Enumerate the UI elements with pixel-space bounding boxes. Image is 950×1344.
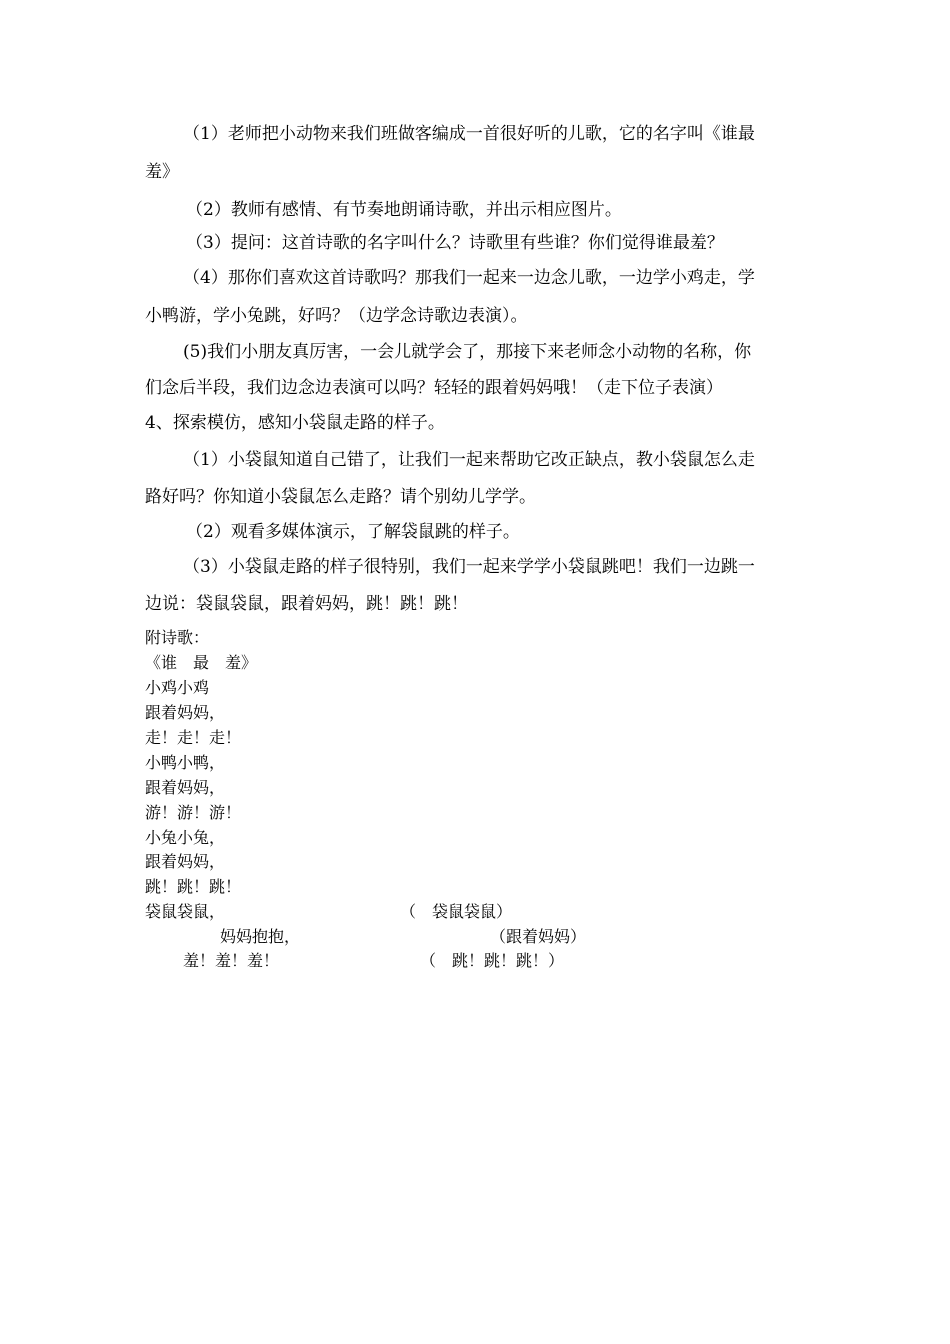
- paragraph-line: 羞》: [145, 162, 179, 182]
- paragraph-line: (5)我们小朋友真厉害，一会儿就学会了，那接下来老师念小动物的名称，你: [183, 342, 752, 362]
- poem-final-left: 妈妈抱抱，: [220, 927, 301, 946]
- paragraph-line: 小鸭游，学小兔跳，好吗？（边学念诗歌边表演）。: [145, 306, 528, 326]
- paragraph-line: （3）提问：这首诗歌的名字叫什么？诗歌里有些谁？你们觉得谁最羞？: [186, 233, 724, 253]
- poem-line: 小鸡小鸡: [145, 678, 210, 697]
- poem-line: 跳！跳！跳！: [145, 877, 242, 896]
- paragraph-line: （4）那你们喜欢这首诗歌吗？那我们一起来一边念儿歌，一边学小鸡走，学: [183, 268, 755, 288]
- poem-line: 小兔小兔，: [145, 828, 226, 847]
- poem-line: 小鸭小鸭，: [145, 753, 226, 772]
- poem-line: 跟着妈妈，: [145, 852, 226, 871]
- paragraph-line: （2）观看多媒体演示，了解袋鼠跳的样子。: [186, 522, 520, 542]
- paragraph-line: 路好吗？你知道小袋鼠怎么走路？请个别幼儿学学。: [145, 487, 536, 507]
- poem-final-left: 袋鼠袋鼠，: [145, 902, 226, 921]
- poem-final-right: （跟着妈妈）: [490, 927, 587, 946]
- paragraph-line: 边说：袋鼠袋鼠，跟着妈妈，跳！跳！跳！: [145, 594, 468, 614]
- paragraph-line: （1）小袋鼠知道自己错了，让我们一起来帮助它改正缺点，教小袋鼠怎么走: [183, 450, 755, 470]
- paragraph-line: （2）教师有感情、有节奏地朗诵诗歌，并出示相应图片。: [186, 200, 622, 220]
- paragraph-line: 们念后半段，我们边念边表演可以吗？轻轻的跟着妈妈哦！（走下位子表演）: [145, 378, 723, 398]
- poem-line: 跟着妈妈，: [145, 778, 226, 797]
- poem-line: 走！走！走！: [145, 728, 242, 747]
- paragraph-line: （1）老师把小动物来我们班做客编成一首很好听的儿歌，它的名字叫《谁最: [183, 124, 755, 144]
- section-heading: 4、探索模仿，感知小袋鼠走路的样子。: [145, 413, 445, 433]
- poem-final-right: （ 跳！跳！跳！）: [420, 951, 565, 970]
- poem-line: 跟着妈妈，: [145, 703, 226, 722]
- paragraph-line: （3）小袋鼠走路的样子很特别，我们一起来学学小袋鼠跳吧！我们一边跳一: [183, 557, 755, 577]
- poem-final-right: （ 袋鼠袋鼠）: [400, 902, 513, 921]
- poem-title: 《谁 最 羞》: [145, 653, 258, 672]
- poem-final-left: 羞！羞！羞！: [183, 951, 280, 970]
- poem-line: 游！游！游！: [145, 803, 242, 822]
- poem-heading: 附诗歌：: [145, 628, 210, 647]
